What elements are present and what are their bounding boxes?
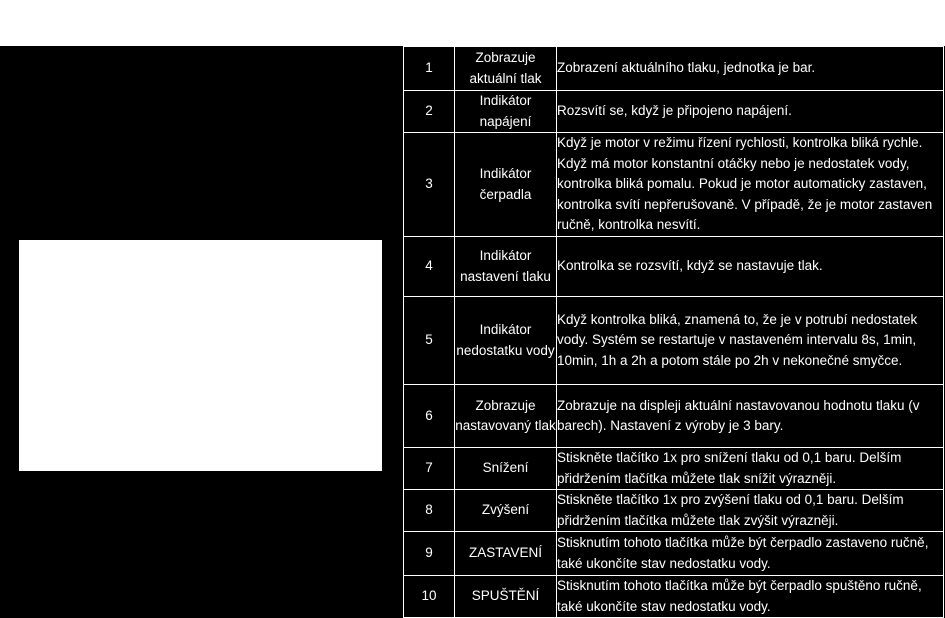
row-name: SPUŠTĚNÍ — [455, 576, 557, 618]
row-name: Zobrazuje nastavovaný tlak — [455, 385, 557, 448]
table-row — [404, 532, 944, 576]
row-description: Kontrolka se rozsvítí, když se nastavuje tlak. — [557, 237, 944, 297]
row-number: 10 — [404, 576, 455, 618]
row-number: 9 — [404, 532, 455, 576]
row-number: 5 — [404, 297, 455, 385]
row-number: 6 — [404, 385, 455, 448]
row-description: Rozsvítí se, když je připojeno napájení. — [557, 91, 944, 133]
table-row — [404, 297, 944, 385]
row-name: Indikátor nastavení tlaku — [455, 237, 557, 297]
row-description: Stiskněte tlačítko 1x pro snížení tlaku od 0,1 baru. Delším přidržením tlačítka můžete tlak snížit výrazněji. — [557, 448, 944, 490]
row-name: ZASTAVENÍ — [455, 532, 557, 576]
row-description: Stisknutím tohoto tlačítka může být čerpadlo spuštěno ručně, také ukončíte stav nedostatku vody. — [557, 576, 944, 618]
row-number: 2 — [404, 91, 455, 133]
control-description-table — [403, 46, 944, 618]
table-row — [404, 576, 944, 618]
row-description: Stiskněte tlačítko 1x pro zvýšení tlaku od 0,1 baru. Delším přidržením tlačítka můžete tlak zvýšit výrazněji. — [557, 490, 944, 532]
table-row — [404, 490, 944, 532]
row-description: Zobrazuje na displeji aktuální nastavovanou hodnotu tlaku (v barech). Nastavení z výroby je 3 bary. — [557, 385, 944, 448]
table-row — [404, 47, 944, 91]
row-name: Indikátor napájení — [455, 91, 557, 133]
row-name: Snížení — [455, 448, 557, 490]
table-row — [404, 133, 944, 237]
row-number: 8 — [404, 490, 455, 532]
table-row — [404, 448, 944, 490]
row-description: Když je motor v režimu řízení rychlosti, kontrolka bliká rychle. Když má motor konstantní otáčky nebo je nedostatek vody, kontrolka bliká pomalu. Pokud je motor automaticky zastaven, kontrolka svítí nepřerušovaně. V případě, že je motor zastaven ručně, kontrolka nesvítí. — [557, 133, 944, 237]
row-number: 7 — [404, 448, 455, 490]
control-panel-image — [19, 240, 382, 471]
row-name: Indikátor čerpadla — [455, 133, 557, 237]
row-number: 1 — [404, 47, 455, 91]
row-number: 4 — [404, 237, 455, 297]
row-name: Zobrazuje aktuální tlak — [455, 47, 557, 91]
row-name: Indikátor nedostatku vody — [455, 297, 557, 385]
row-description: Stisknutím tohoto tlačítka může být čerpadlo zastaveno ručně, také ukončíte stav nedostatku vody. — [557, 532, 944, 576]
table-row — [404, 385, 944, 448]
table-row — [404, 237, 944, 297]
row-number: 3 — [404, 133, 455, 237]
row-name: Zvýšení — [455, 490, 557, 532]
table-row — [404, 91, 944, 133]
row-description: Když kontrolka bliká, znamená to, že je v potrubí nedostatek vody. Systém se restartuje v nastaveném intervalu 8s, 1min, 10min, 1h a 2h a potom stále po 2h v nekonečné smyčce. — [557, 297, 944, 385]
row-description: Zobrazení aktuálního tlaku, jednotka je bar. — [557, 47, 944, 91]
